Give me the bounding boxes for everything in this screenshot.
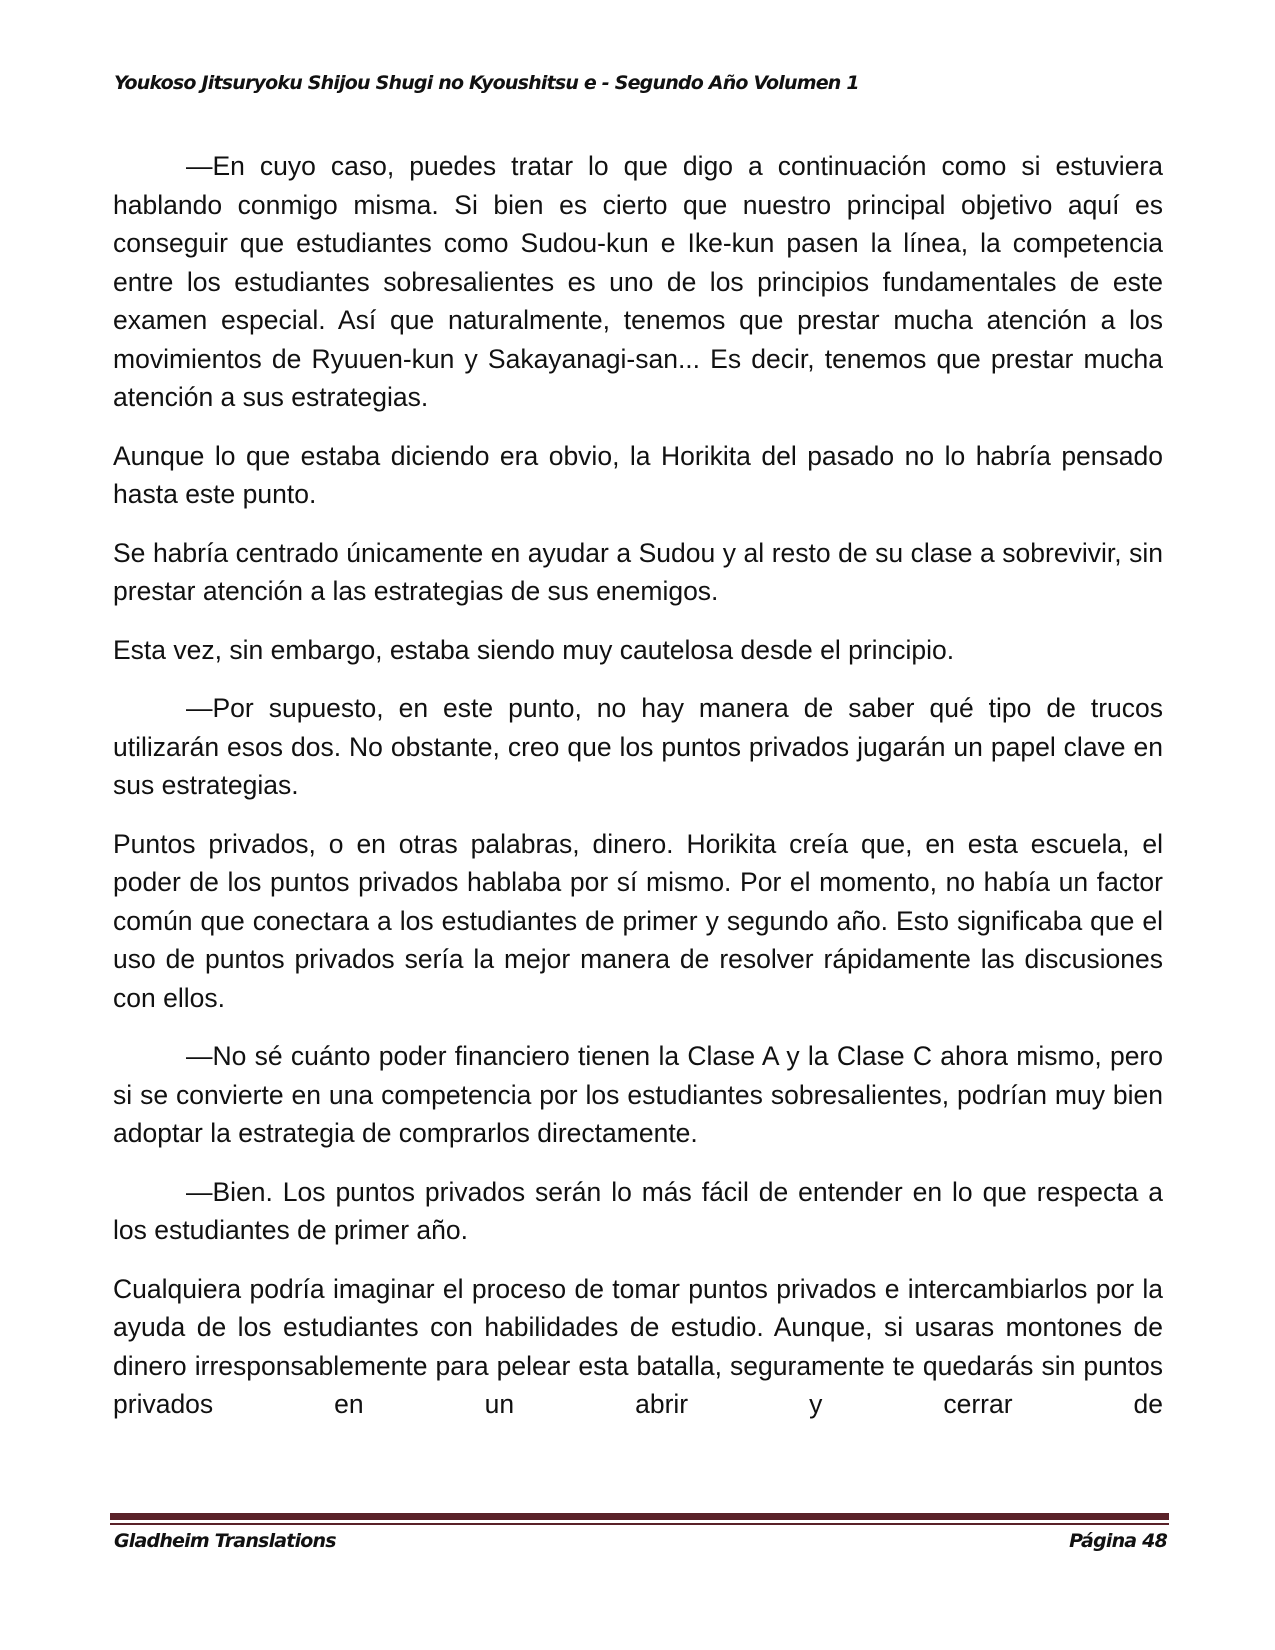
page-number: Página 48	[1069, 1530, 1167, 1552]
paragraph: —Por supuesto, en este punto, no hay manera de saber qué tipo de trucos utilizarán esos dos. No obstante, creo que los puntos privados jugarán un papel clave en sus estrategias.	[113, 693, 1163, 800]
footer-rule-thick	[110, 1513, 1169, 1520]
paragraph: Puntos privados, o en otras palabras, dinero. Horikita creía que, en esta escuela, el poder de los puntos privados hablaba por sí mismo. Por el momento, no había un factor común que conectara a los estudiantes de primer y segundo año. Esto significaba que el uso de puntos privados sería la mejor manera de resolver rápidamente las discusiones con ellos.	[113, 828, 1163, 1013]
paragraph: —Bien. Los puntos privados serán lo más fácil de entender en lo que respecta a los estudiantes de primer año.	[113, 1176, 1163, 1245]
page-body	[113, 147, 1163, 1444]
paragraph: Se habría centrado únicamente en ayudar a Sudou y al resto de su clase a sobrevivir, sin prestar atención a las estrategias de sus enemigos.	[113, 537, 1163, 606]
paragraph: Aunque lo que estaba diciendo era obvio, la Horikita del pasado no lo habría pensado hasta este punto.	[113, 440, 1163, 509]
footer-rule-thin	[110, 1523, 1169, 1525]
paragraph: Esta vez, sin embargo, estaba siendo muy cautelosa desde el principio.	[113, 634, 955, 665]
paragraph: —No sé cuánto poder financiero tienen la Clase A y la Clase C ahora mismo, pero si se convierte en una competencia por los estudiantes sobresalientes, podrían muy bien adoptar la estrategia de comprarlos directamente.	[113, 1041, 1163, 1148]
footer-credit: Gladheim Translations	[114, 1530, 336, 1552]
paragraph: Cualquiera podría imaginar el proceso de tomar puntos privados e intercambiarlos por la ayuda de los estudiantes con habilidades de estudio. Aunque, si usaras montones de dinero irresponsablemente para pelear esta batalla, seguramente te quedarás sin puntos privados en un abrir y cerrar de	[113, 1273, 1163, 1419]
paragraph: —En cuyo caso, puedes tratar lo que digo a continuación como si estuviera hablando conmigo misma. Si bien es cierto que nuestro principal objetivo aquí es conseguir que estudiantes como Sudou-kun e Ike-kun pasen la línea, la competencia entre los estudiantes sobresalientes es uno de los principios fundamentales de este examen especial. Así que naturalmente, tenemos que prestar mucha atención a los movimientos de Ryuuen-kun y Sakayanagi-san... Es decir, tenemos que prestar mucha atención a sus estrategias.	[113, 151, 1163, 412]
running-header: Youkoso Jitsuryoku Shijou Shugi no Kyoushitsu e - Segundo Año Volumen 1	[114, 72, 859, 94]
